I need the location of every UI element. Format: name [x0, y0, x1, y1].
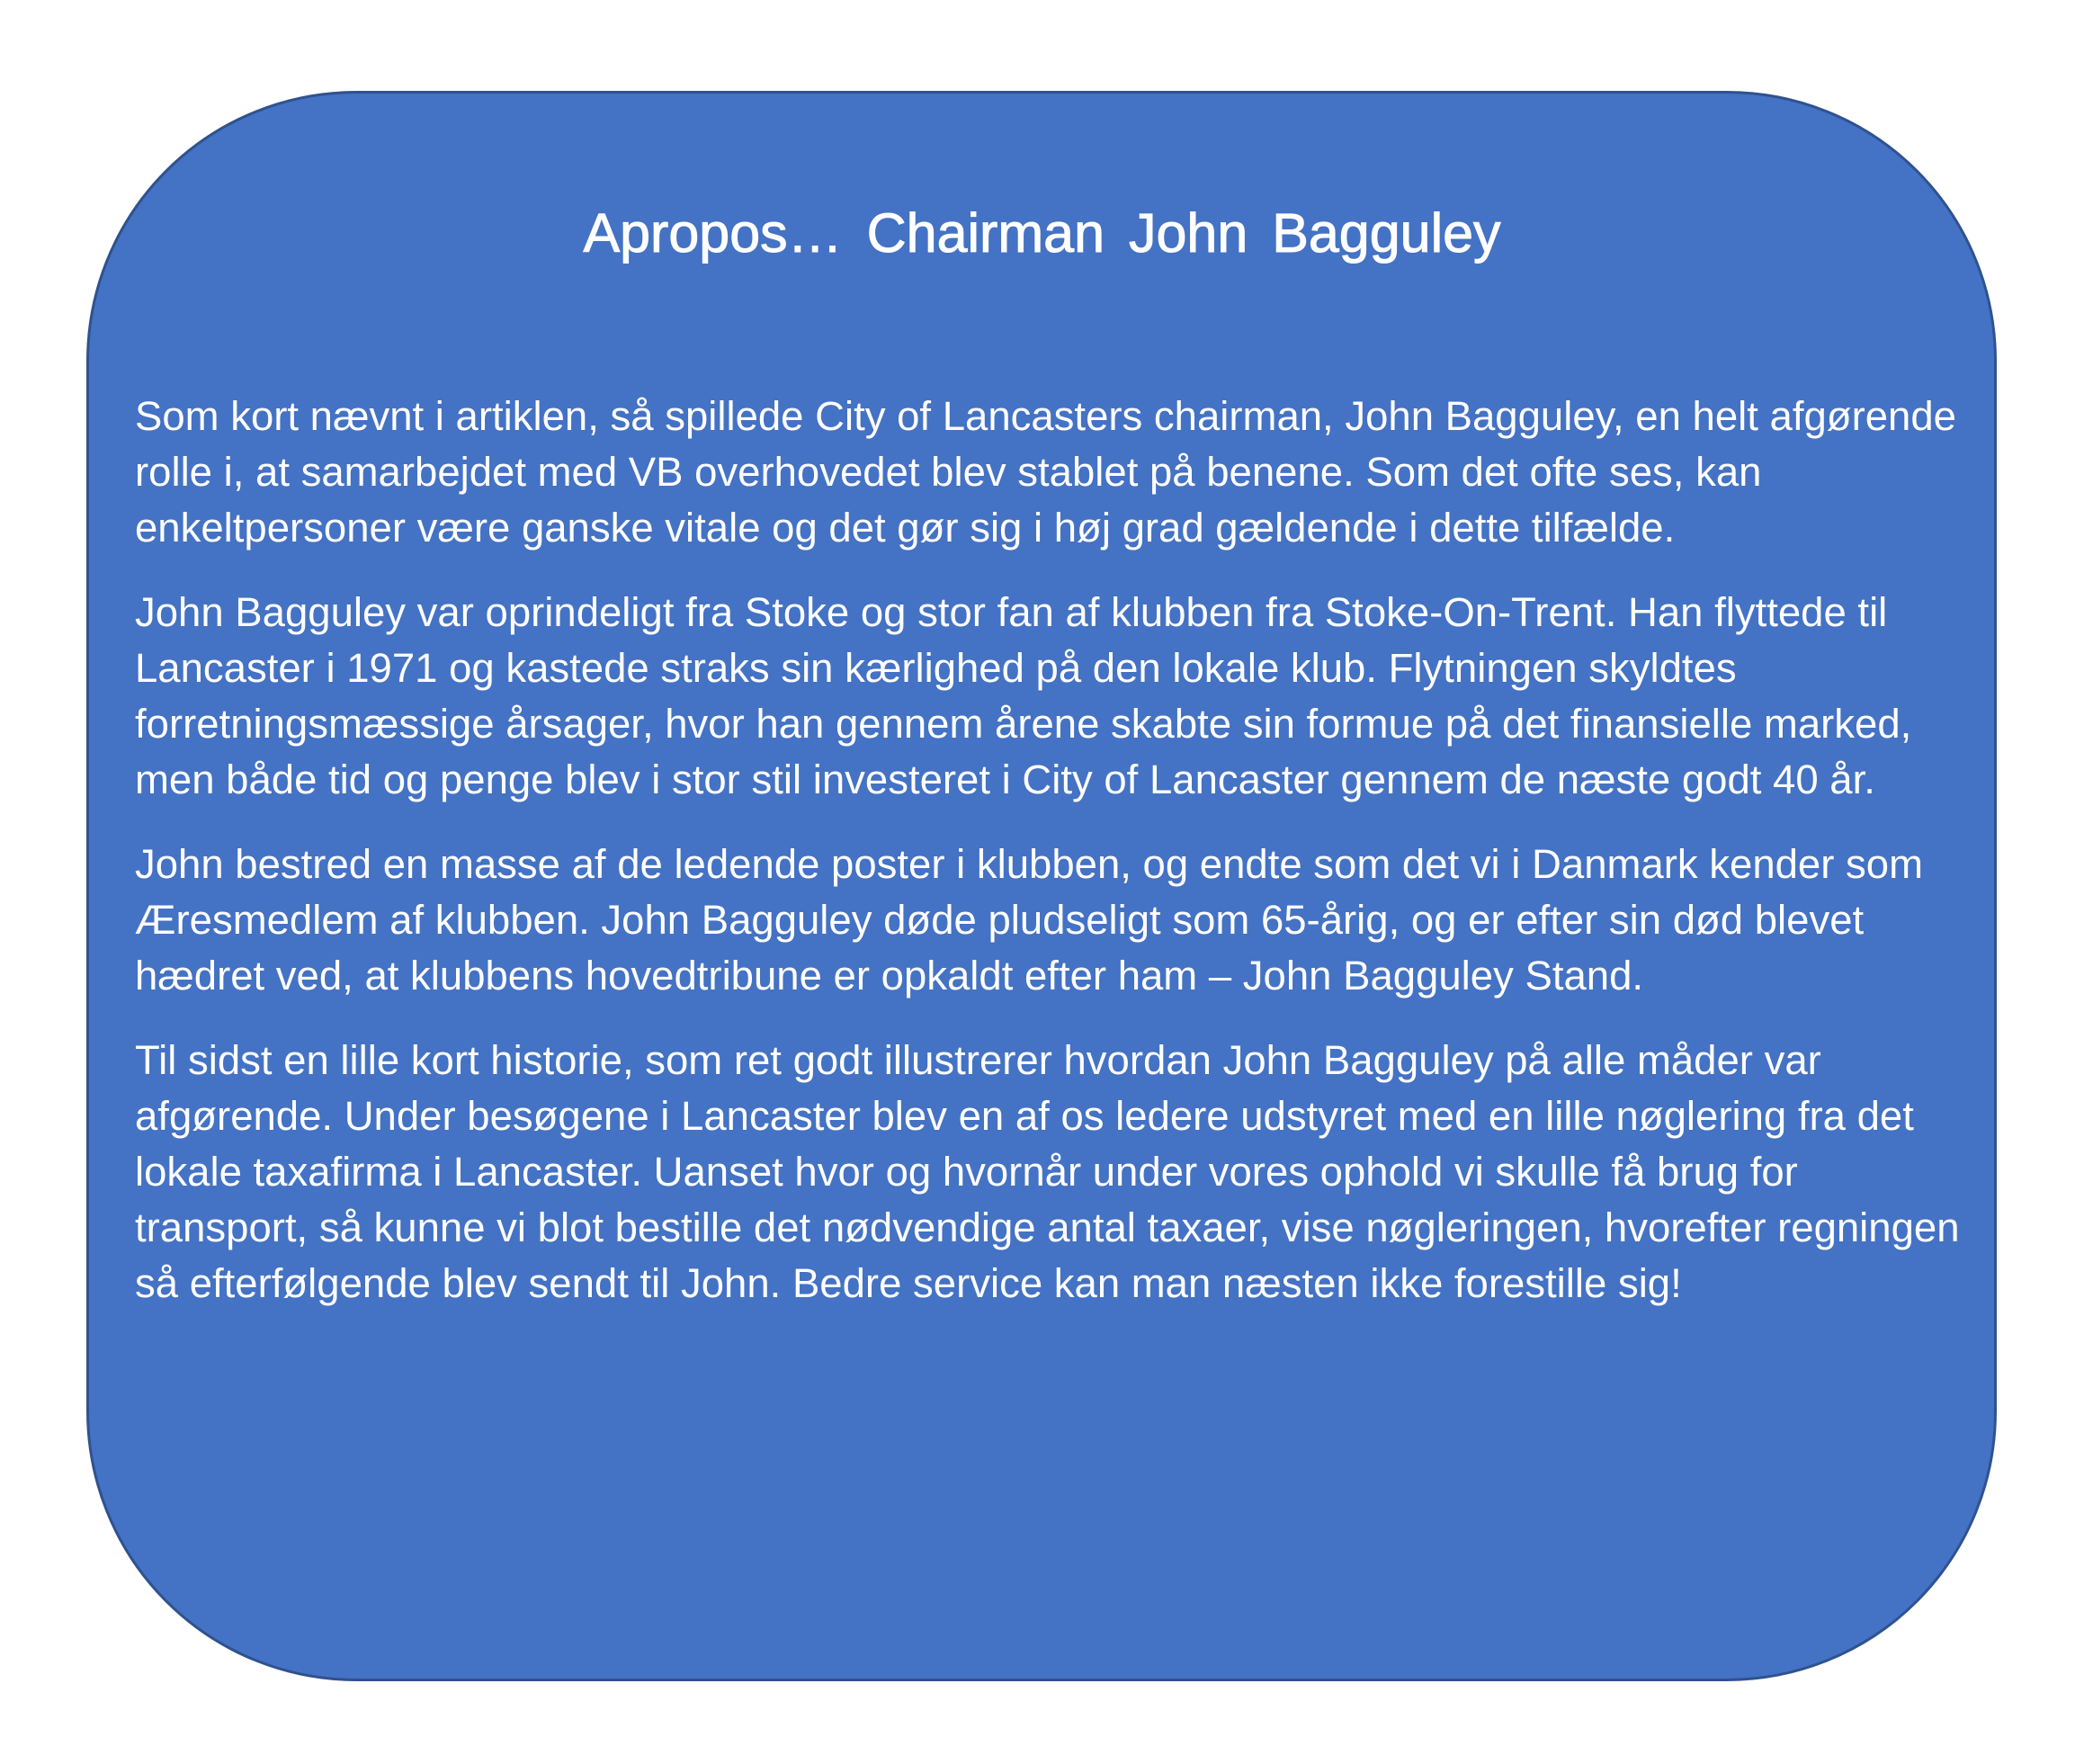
paragraph-2: John Bagguley var oprindeligt fra Stoke og stor fan af klubben fra Stoke-On-Trent. Han flyttede til Lancaster i 1971 og kastede straks sin kærlighed på den lokale klub. Flytningen skyldtes forretningsmæssige årsager, hvor han gennem årene skabte sin formue på det finansielle marked, men både tid og penge blev i stor stil investeret i City of Lancaster gennem de næste godt 40 år. — [135, 589, 1912, 802]
paragraph-1: Som kort nævnt i artiklen, så spillede City of Lancasters chairman, John Bagguley, en helt afgørende rolle i, at samarbejdet med VB overhovedet blev stablet på benene. Som det ofte ses, kan enkeltpersoner være ganske vitale og det gør sig i høj grad gældende i dette tilfælde. — [135, 393, 1956, 551]
paragraph-4: Til sidst en lille kort historie, som ret godt illustrerer hvordan John Bagguley på alle måder var afgørende. Under besøgene i Lancaster blev en af os ledere udstyret med en lille nøglering fra det lokale taxafirma i Lancaster. Uanset hvor og hvornår under vores ophold vi skulle få brug for transport, så kunne vi blot bestille det nødvendige antal taxaer, vise nøgleringen, hvorefter regningen så efterfølgende blev sendt til John. Bedre service kan man næsten ikke forestille sig! — [135, 1037, 1960, 1306]
box-title: Apropos… Chairman John Bagguley — [583, 202, 1501, 264]
paragraph-3: John bestred en masse af de ledende poster i klubben, og endte som det vi i Danmark kender som Æresmedlem af klubben. John Bagguley døde pludseligt som 65-årig, og er efter sin død blevet hædret ved, at klubbens hovedtribune er opkaldt efter ham – John Bagguley Stand. — [135, 841, 1923, 998]
box-body-text — [135, 389, 1961, 1340]
